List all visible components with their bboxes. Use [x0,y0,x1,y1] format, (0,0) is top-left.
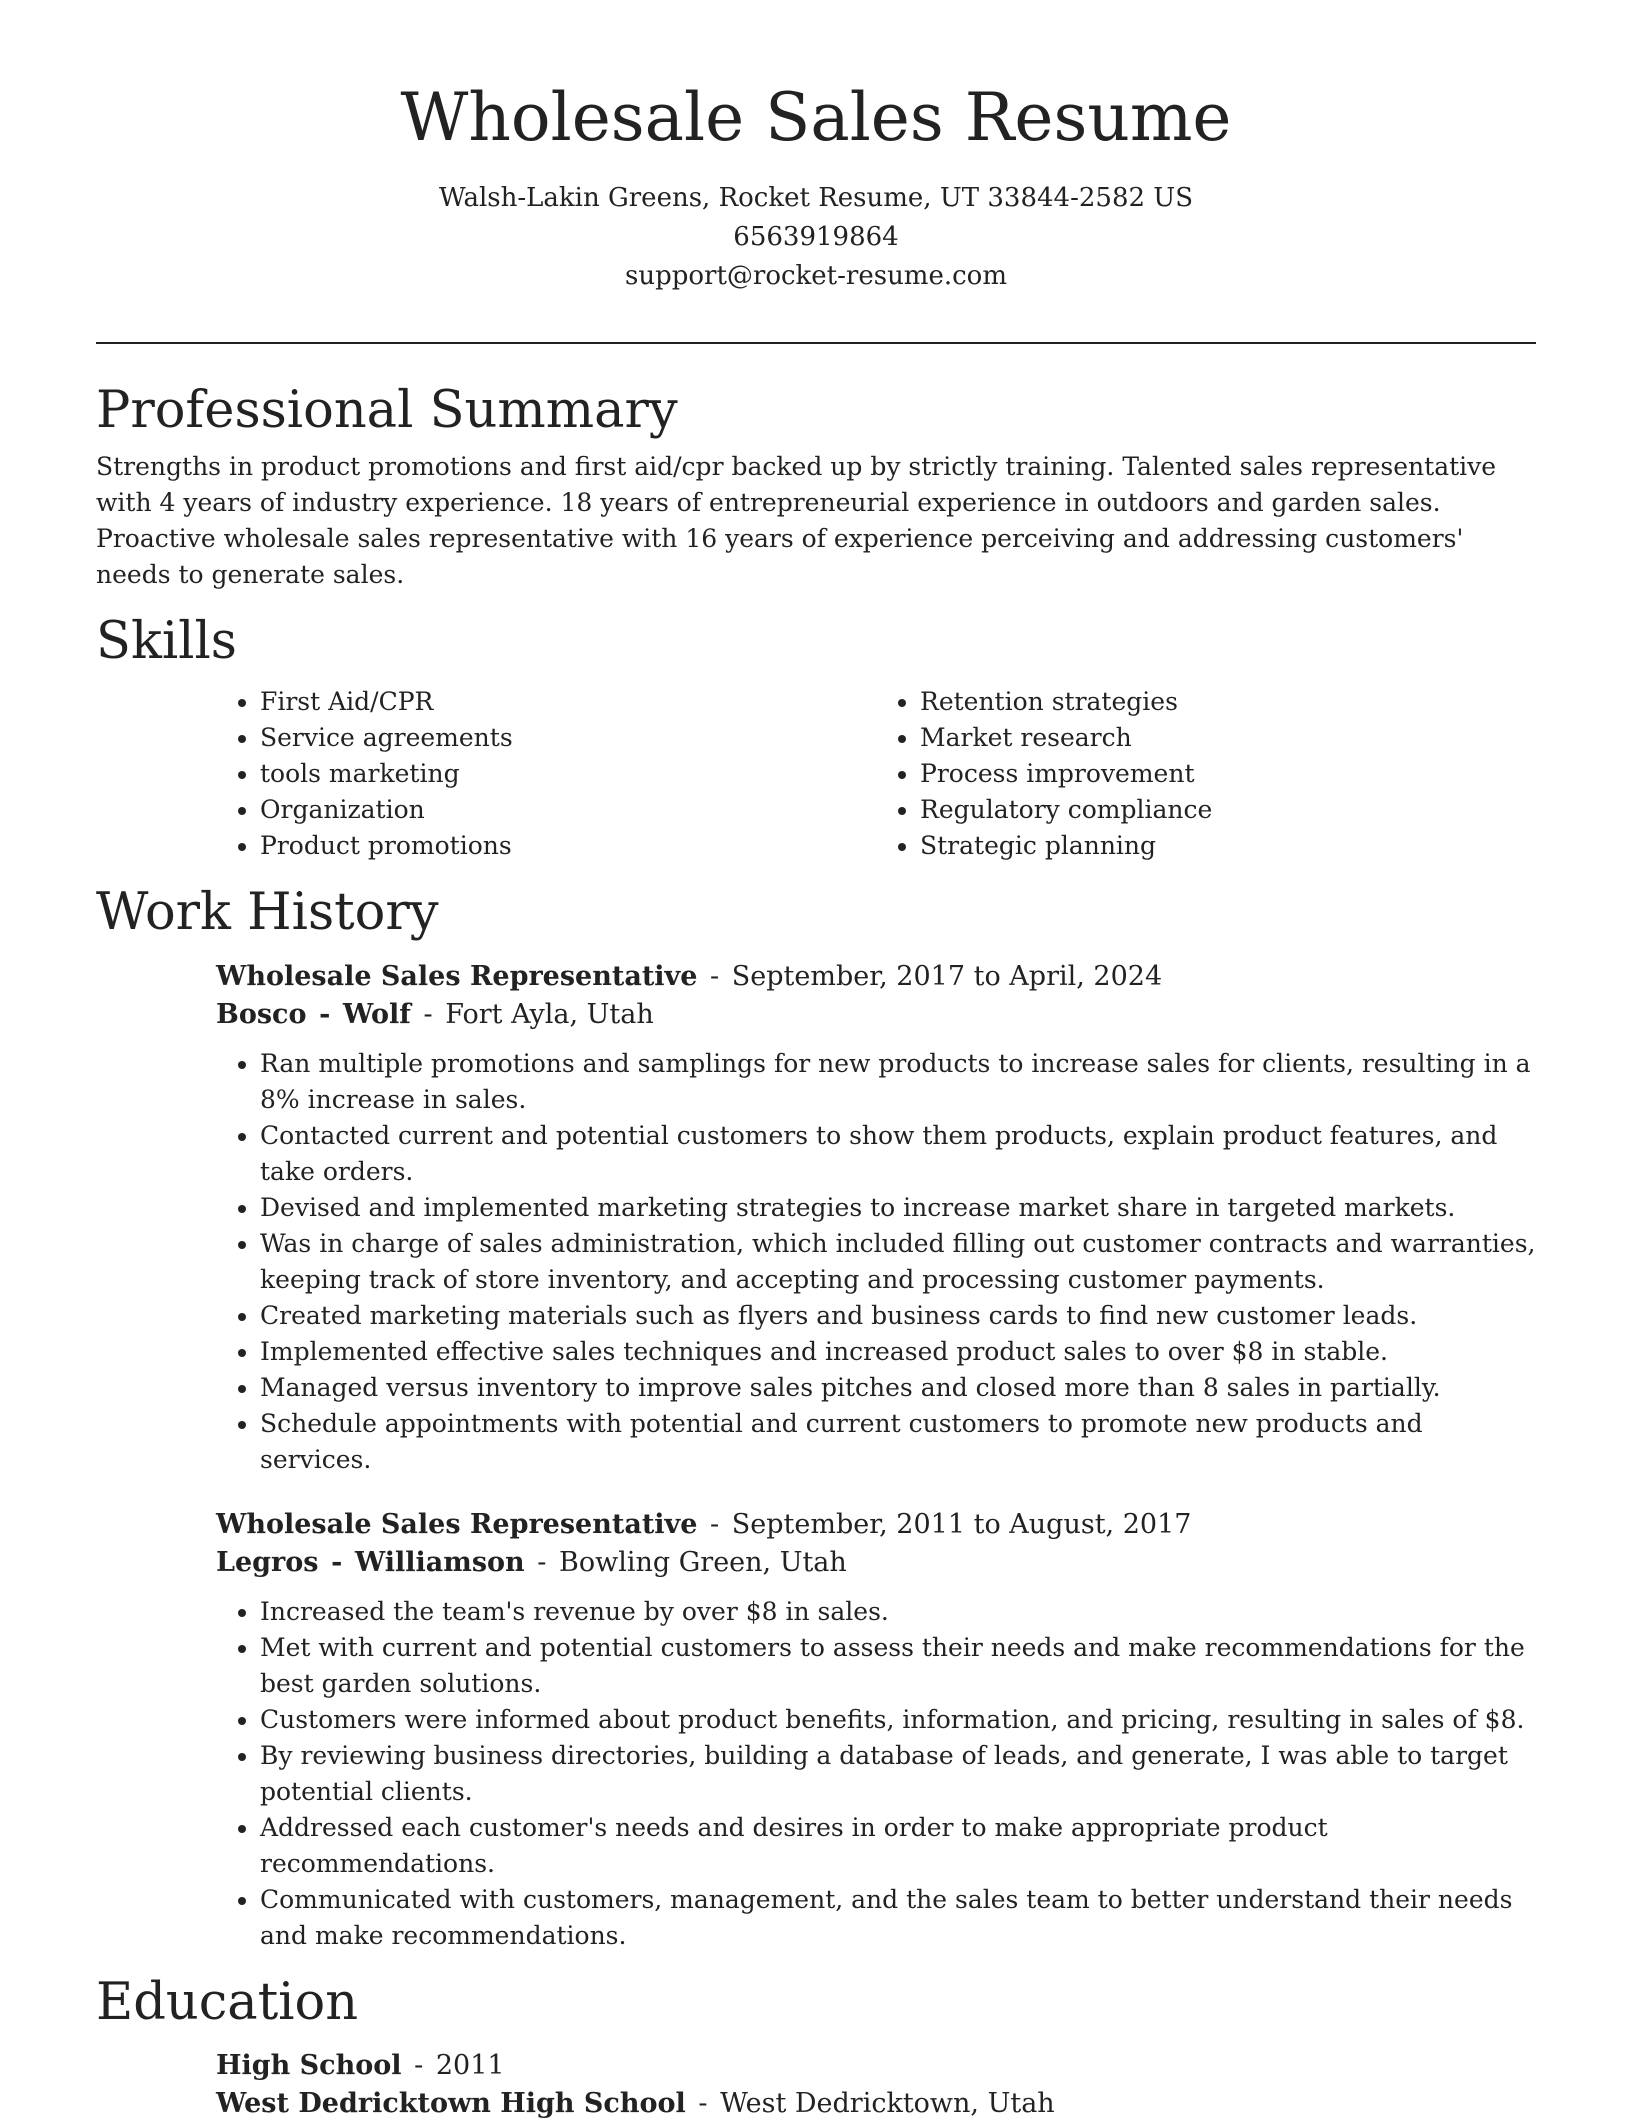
work-history-section [96,882,1536,1953]
separator: - [331,1546,343,1578]
education-heading: Education [96,1972,359,2032]
job-bullet: • Created marketing materials such as flyers and business cards to find new customer leads. [260,1298,1536,1334]
job-company-line [216,996,1536,1034]
separator: - [710,960,720,992]
separator: - [698,2087,708,2119]
company-name-a: Legros [216,1546,319,1578]
resume-header [0,78,1632,296]
job-bullet: • Devised and implemented marketing strategies to increase market share in targeted markets. [260,1190,1536,1226]
education-section [96,1972,1536,2123]
degree-line [216,2047,1536,2085]
skill-item: • tools marketing [260,756,876,792]
skills-column-left [216,684,876,864]
company-name-b: Williamson [354,1546,525,1578]
skill-item: • Organization [260,792,876,828]
job-bullet: • Contacted current and potential customers to show them products, explain product features, and take orders. [260,1118,1536,1190]
job-bullet: • Increased the team's revenue by over $8 in sales. [260,1594,1536,1630]
skill-item: • Retention strategies [920,684,1536,720]
separator: - [423,998,433,1030]
job-title-line [216,958,1536,996]
job-bullets [216,1046,1536,1478]
job-entry [216,958,1536,1478]
graduation-year: 2011 [435,2049,505,2081]
skill-item: • Regulatory compliance [920,792,1536,828]
separator: - [319,998,331,1030]
separator: - [537,1546,547,1578]
company-name-a: Bosco [216,998,307,1030]
skills-heading: Skills [96,612,237,672]
contact-phone: 6563919864 [733,222,899,253]
degree: High School [216,2049,402,2081]
job-location: Fort Ayla, Utah [445,998,654,1030]
skill-item: • Product promotions [260,828,876,864]
job-bullet: • Ran multiple promotions and samplings for new products to increase sales for clients, resulting in a 8% increase in sales. [260,1046,1536,1118]
separator: - [710,1508,720,1540]
job-bullet: • Addressed each customer's needs and desires in order to make appropriate product recommendations. [260,1810,1536,1882]
job-company-line [216,1544,1536,1582]
job-bullet: • Customers were informed about product benefits, information, and pricing, resulting in sales of $8. [260,1702,1536,1738]
job-bullet: • Managed versus inventory to improve sales pitches and closed more than 8 sales in partially. [260,1370,1536,1406]
job-title-line [216,1506,1536,1544]
skills-section [96,611,1536,864]
separator: - [414,2049,424,2081]
job-bullet: • Schedule appointments with potential and current customers to promote new products and services. [260,1406,1536,1478]
education-entry [216,2047,1536,2123]
skill-item: • Service agreements [260,720,876,756]
summary-heading: Professional Summary [96,381,678,440]
skill-item: • Strategic planning [920,828,1536,864]
resume-title: Wholesale Sales Resume [400,79,1232,156]
skill-item: • First Aid/CPR [260,684,876,720]
contact-block [0,179,1632,296]
job-bullets [216,1594,1536,1954]
job-bullet: • Met with current and potential customers to assess their needs and make recommendations for the best garden solutions. [260,1630,1536,1702]
school-name: West Dedricktown High School [216,2087,686,2119]
job-title: Wholesale Sales Representative [216,960,698,992]
header-divider [96,342,1536,344]
company-name-b: Wolf [342,998,411,1030]
skills-grid [216,684,1536,864]
job-entry [216,1506,1536,1954]
contact-address: Walsh-Lakin Greens, Rocket Resume, UT 33844-2582 US [438,183,1194,214]
skill-item: • Process improvement [920,756,1536,792]
job-location: Bowling Green, Utah [558,1546,847,1578]
skill-item: • Market research [920,720,1536,756]
work-history-heading: Work History [96,883,439,943]
contact-email: support@rocket-resume.com [624,261,1007,292]
school-line [216,2085,1536,2123]
skills-column-right [876,684,1536,864]
job-bullet: • By reviewing business directories, building a database of leads, and generate, I was able to target potential clients. [260,1738,1536,1810]
job-title: Wholesale Sales Representative [216,1508,698,1540]
job-bullet: • Implemented effective sales techniques and increased product sales to over $8 in stable. [260,1334,1536,1370]
job-bullet: • Was in charge of sales administration, which included filling out customer contracts and warranties, keeping track of store inventory, and accepting and processing customer payments. [260,1226,1536,1298]
job-dates: September, 2017 to April, 2024 [731,960,1163,992]
summary-text: Strengths in product promotions and first aid/cpr backed up by strictly training. Talented sales representative with 4 years of industry experience. 18 years of entrepreneurial experience in outdoors and garden sales. Proactive wholesale sales representative with 16 years of experience perceiving and addressing customers' needs to generate sales. [96,452,1497,590]
school-location: West Dedricktown, Utah [720,2087,1055,2119]
resume-body [96,380,1536,2123]
job-dates: September, 2011 to August, 2017 [731,1508,1192,1540]
summary-section [96,380,1536,593]
job-bullet: • Communicated with customers, management, and the sales team to better understand their needs and make recommendations. [260,1882,1536,1954]
